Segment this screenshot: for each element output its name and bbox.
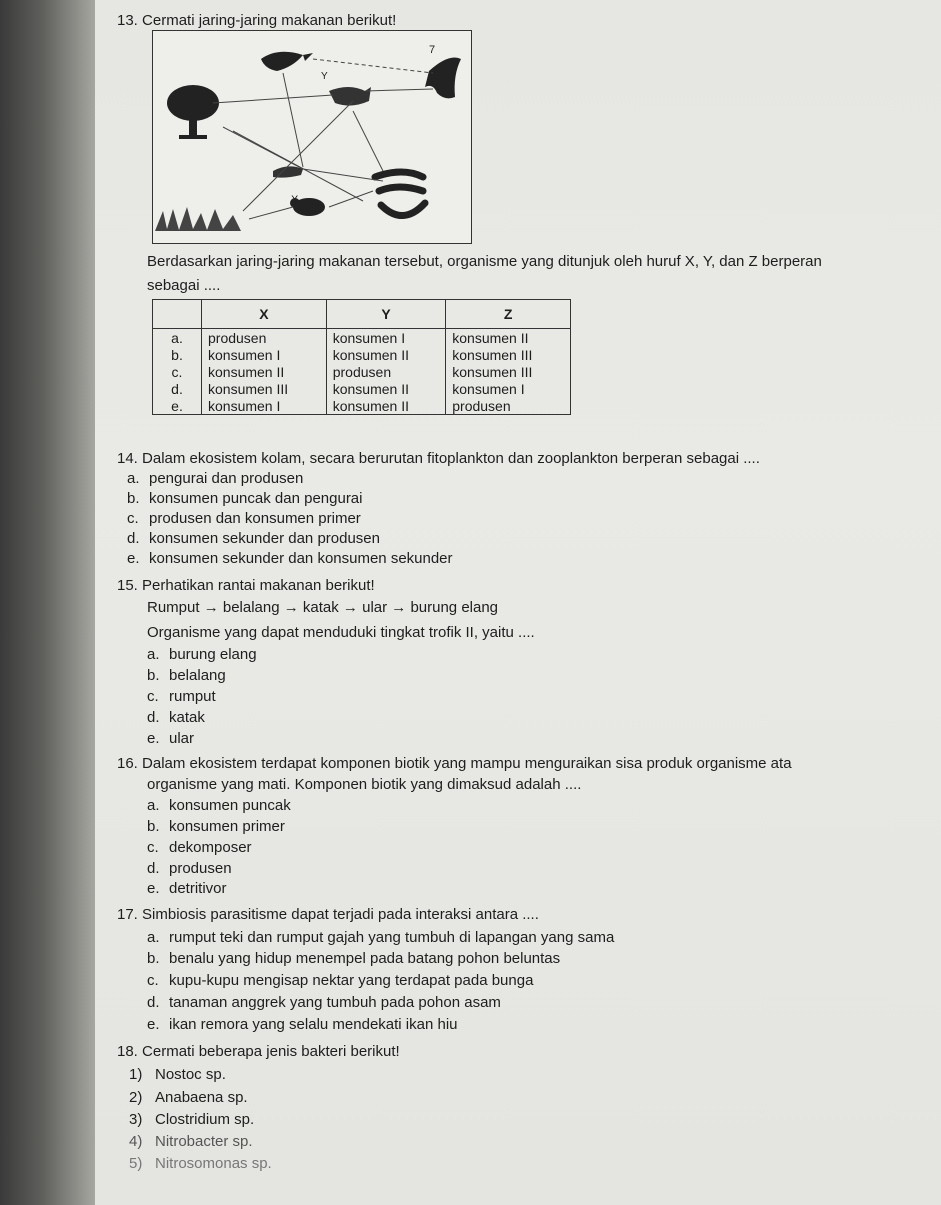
table-cell: produsen <box>326 363 446 380</box>
q13-stem: Berdasarkan jaring-jaring makanan tersebut, organisme yang ditunjuk oleh huruf X, Y, dan Z berperan <box>147 253 822 270</box>
option-text: ikan remora yang selalu mendekati ikan hiu <box>169 1016 458 1033</box>
option-text: kupu-kupu mengisap nektar yang terdapat pada bunga <box>169 972 534 989</box>
table-cell: konsumen II <box>326 380 446 397</box>
food-web-arrows <box>213 59 433 219</box>
q17-option-d[interactable] <box>147 994 501 1012</box>
option-letter: e. <box>147 1016 160 1033</box>
option-letter: d. <box>147 860 160 877</box>
q18-item-4 <box>129 1133 253 1151</box>
q18-item-5 <box>129 1155 272 1173</box>
q16-option-a[interactable] <box>147 797 291 815</box>
option-text: ular <box>169 730 195 747</box>
book-binding-edge <box>0 0 95 1205</box>
table-cell: konsumen III <box>202 380 327 397</box>
table-cell: konsumen I <box>326 329 446 347</box>
option-letter: d. <box>147 994 160 1011</box>
table-cell: konsumen II <box>202 363 327 380</box>
option-letter: a. <box>127 470 140 487</box>
option-text: konsumen sekunder dan konsumen sekunder <box>149 550 453 567</box>
q17-stem-text: Simbiosis parasitisme dapat terjadi pada interaksi antara .... <box>142 906 539 923</box>
label-x: X <box>291 194 299 206</box>
label-y: Y <box>321 71 328 82</box>
animal-y-icon <box>329 87 371 106</box>
q16-stem2: organisme yang mati. Komponen biotik yang dimaksud adalah .... <box>147 776 582 793</box>
label-seven: 7 <box>429 44 436 56</box>
q14-option-e[interactable] <box>127 550 453 568</box>
option-text: belalang <box>169 667 226 684</box>
q14-stem-text: Dalam ekosistem kolam, secara berurutan fitoplankton dan zooplankton berperan sebagai .... <box>142 450 760 467</box>
grass-icon <box>155 207 241 231</box>
table-cell: konsumen III <box>446 363 571 380</box>
q15-option-e[interactable] <box>147 730 194 748</box>
option-letter: e. <box>147 880 160 897</box>
option-letter: b. <box>147 818 160 835</box>
table-cell: konsumen II <box>446 329 571 347</box>
q14-stem <box>117 450 760 468</box>
table-cell: konsumen I <box>202 397 327 415</box>
option-letter: c. <box>127 510 139 527</box>
q14-option-d[interactable] <box>127 530 380 548</box>
option-text: produsen <box>169 860 232 877</box>
option-letter: a. <box>147 929 160 946</box>
q18-item-3 <box>129 1111 254 1129</box>
q15-stem <box>117 577 375 595</box>
table-cell-letter: e. <box>153 397 202 415</box>
q18-stem-text: Cermati beberapa jenis bakteri berikut! <box>142 1043 400 1060</box>
option-text: konsumen sekunder dan produsen <box>149 530 380 547</box>
table-header-x: X <box>202 300 327 329</box>
q15-option-b[interactable] <box>147 667 226 685</box>
q18-item-1 <box>129 1066 226 1084</box>
q16-number: 16. <box>117 755 138 772</box>
table-cell: konsumen II <box>326 397 446 415</box>
table-row[interactable] <box>153 397 571 415</box>
q15-food-chain: Rumput → belalang → katak → ular → burung elang <box>147 599 499 616</box>
q16-option-c[interactable] <box>147 839 252 857</box>
table-cell-letter: d. <box>153 380 202 397</box>
q17-option-a[interactable] <box>147 929 614 947</box>
option-text: pengurai dan produsen <box>149 470 304 487</box>
q14-option-a[interactable] <box>127 470 303 488</box>
q14-option-b[interactable] <box>127 490 363 508</box>
table-cell: konsumen III <box>446 346 571 363</box>
snake-icon <box>375 172 425 216</box>
option-text: rumput <box>169 688 216 705</box>
option-letter: e. <box>127 550 140 567</box>
option-letter: b. <box>147 667 160 684</box>
item-text: Nitrosomonas sp. <box>155 1155 272 1172</box>
q17-option-b[interactable] <box>147 950 560 968</box>
option-text: detritivor <box>169 880 227 897</box>
option-text: konsumen primer <box>169 818 285 835</box>
q16-option-d[interactable] <box>147 860 232 878</box>
option-letter: d. <box>147 709 160 726</box>
option-text: burung elang <box>169 646 257 663</box>
table-cell: produsen <box>446 397 571 415</box>
table-header-z: Z <box>446 300 571 329</box>
table-cell: konsumen II <box>326 346 446 363</box>
q13-title <box>117 12 396 30</box>
table-cell: konsumen I <box>202 346 327 363</box>
option-letter: c. <box>147 839 159 856</box>
table-row[interactable] <box>153 346 571 363</box>
food-web-illustration <box>153 31 471 243</box>
option-text: benalu yang hidup menempel pada batang pohon beluntas <box>169 950 561 967</box>
option-letter: c. <box>147 688 159 705</box>
option-letter: c. <box>147 972 159 989</box>
item-text: Nostoc sp. <box>155 1066 226 1083</box>
table-header-row <box>153 300 571 329</box>
q14-option-c[interactable] <box>127 510 361 528</box>
q17-option-c[interactable] <box>147 972 533 990</box>
option-text: konsumen puncak dan pengurai <box>149 490 363 507</box>
item-number: 4) <box>129 1133 143 1150</box>
item-text: Anabaena sp. <box>155 1089 248 1106</box>
item-text: Clostridium sp. <box>155 1111 255 1128</box>
q15-option-d[interactable] <box>147 709 205 727</box>
item-number: 3) <box>129 1111 143 1128</box>
q16-stem <box>117 755 792 773</box>
q15-option-a[interactable] <box>147 646 257 664</box>
q13-stem2: sebagai .... <box>147 277 221 294</box>
option-letter: a. <box>147 797 160 814</box>
bird-icon <box>261 52 313 71</box>
table-row[interactable] <box>153 380 571 397</box>
q16-stem-text: Dalam ekosistem terdapat komponen biotik yang mampu menguraikan sisa produk organisme ata <box>142 755 792 772</box>
option-letter: d. <box>127 530 140 547</box>
table-header-y: Y <box>326 300 446 329</box>
q14-number: 14. <box>117 450 138 467</box>
q15-question: Organisme yang dapat menduduki tingkat trofik II, yaitu .... <box>147 624 535 641</box>
q17-option-e[interactable] <box>147 1016 458 1034</box>
option-text: tanaman anggrek yang tumbuh pada pohon asam <box>169 994 501 1011</box>
table-row[interactable] <box>153 363 571 380</box>
option-text: dekomposer <box>169 839 252 856</box>
q13-answer-table <box>152 299 571 415</box>
q15-option-c[interactable] <box>147 688 216 706</box>
option-text: produsen dan konsumen primer <box>149 510 361 527</box>
food-web-figure <box>152 30 472 244</box>
item-number: 2) <box>129 1089 143 1106</box>
q15-stem-text: Perhatikan rantai makanan berikut! <box>142 577 375 594</box>
table-cell: produsen <box>202 329 327 347</box>
table-cell-letter: a. <box>153 329 202 347</box>
tree-icon <box>167 85 219 139</box>
q17-stem <box>117 906 539 924</box>
table-cell-letter: b. <box>153 346 202 363</box>
option-text: rumput teki dan rumput gajah yang tumbuh di lapangan yang sama <box>169 929 615 946</box>
q13-number: 13. <box>117 12 138 29</box>
option-letter: a. <box>147 646 160 663</box>
option-letter: e. <box>147 730 160 747</box>
q13-title-text: Cermati jaring-jaring makanan berikut! <box>142 12 397 29</box>
item-text: Nitrobacter sp. <box>155 1133 253 1150</box>
table-header-empty <box>153 300 202 329</box>
item-number: 1) <box>129 1066 143 1083</box>
q18-stem <box>117 1043 400 1061</box>
q16-option-e[interactable] <box>147 880 227 898</box>
eagle-icon <box>425 58 461 99</box>
option-letter: b. <box>147 950 160 967</box>
table-cell-letter: c. <box>153 363 202 380</box>
option-letter: b. <box>127 490 140 507</box>
item-number: 5) <box>129 1155 143 1172</box>
table-row[interactable] <box>153 329 571 347</box>
q15-number: 15. <box>117 577 138 594</box>
q18-number: 18. <box>117 1043 138 1060</box>
option-text: konsumen puncak <box>169 797 291 814</box>
q17-number: 17. <box>117 906 138 923</box>
q18-item-2 <box>129 1089 248 1107</box>
table-cell: konsumen I <box>446 380 571 397</box>
option-text: katak <box>169 709 205 726</box>
q16-option-b[interactable] <box>147 818 285 836</box>
